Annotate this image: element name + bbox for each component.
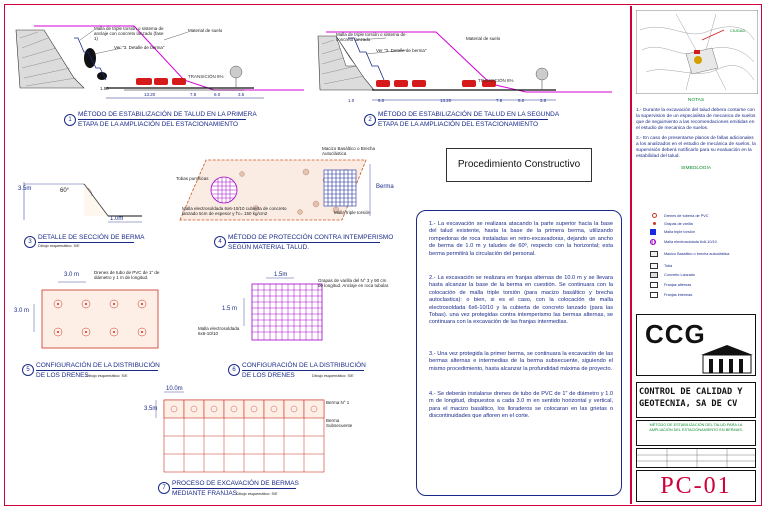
legend-label-toba: Toba bbox=[664, 264, 673, 268]
s2-label-transition: TRANSICIÓN 8% bbox=[478, 78, 514, 83]
s1-dim-e: 3.5 bbox=[238, 92, 245, 97]
drains5-dim-side: 3.0 m bbox=[14, 308, 30, 314]
s2-dim-b: 6.0 bbox=[378, 98, 385, 103]
caption-1-line1: MÉTODO DE ESTABILIZACIÓN DE TALUD EN LA PRIMERA bbox=[78, 111, 257, 118]
legend-item-electro bbox=[664, 240, 717, 244]
company-name bbox=[636, 382, 756, 418]
protection-label-tobas: Tobas pumíticas bbox=[176, 176, 209, 181]
title-block-grid bbox=[636, 448, 756, 468]
procedure-note-1 bbox=[429, 221, 613, 258]
drains-5-drawing bbox=[28, 270, 168, 352]
company-name-line2: GEOTECNIA, SA DE CV bbox=[639, 399, 738, 409]
caption-6-scale: Dibujo esquemático: S/E bbox=[312, 374, 354, 378]
grapa-icon bbox=[653, 222, 656, 225]
drains5-label: Drenes de tubo de PVC de 1" de diámetro y 1 m de longitud. bbox=[94, 270, 160, 280]
caption-2-line2: ETAPA DE LA AMPLIACIÓN DEL ESTACIONAMIENTO bbox=[378, 121, 539, 128]
s2-dim-c: 13.20 bbox=[440, 98, 452, 103]
right-note-2-num: 2.- bbox=[636, 136, 642, 141]
right-note-1-num: 1.- bbox=[636, 108, 642, 113]
caption-5-number: 5 bbox=[22, 364, 34, 376]
procedure-note-3 bbox=[429, 351, 613, 373]
excavation-dim-side: 3.5m bbox=[144, 406, 158, 412]
procedure-note-4-num: 4.- bbox=[429, 391, 436, 397]
protection-label-mesh: Malla electrosoldada 6x6-10/10 cubierta de concreto lanzado 5cm de espesor y f'c= 150 kg/cm2 bbox=[182, 206, 287, 216]
caption-1-number: 1 bbox=[64, 114, 76, 126]
caption-4-number: 4 bbox=[214, 236, 226, 248]
drains6-label-right: Grapas de varilla del N° 3 y 90 cm de longitud. Anclaje en roca tubular. bbox=[318, 278, 390, 288]
title-block-cells bbox=[637, 449, 755, 467]
protection-label-triple: Malla triple torsión bbox=[334, 210, 371, 215]
protection-label-basalt: Macizo Basáltico o Brecha Autoclástica bbox=[322, 146, 376, 156]
legend-item-toba bbox=[664, 264, 672, 268]
toba-icon bbox=[650, 263, 658, 269]
procedure-note-1-num: 1.- bbox=[429, 221, 436, 227]
project-description: MÉTODO DE ESTABILIZACIÓN DEL TALUD PARA LA AMPLIACIÓN DEL ESTACIONAMIENTO EN BERMAS. bbox=[636, 420, 756, 446]
legend-item-intermas bbox=[664, 293, 692, 297]
excavation-label-b: Berma Subsecuente bbox=[326, 418, 353, 428]
legend-item-basalt bbox=[664, 252, 754, 256]
berm-angle: 60° bbox=[60, 188, 70, 194]
protection-drawing bbox=[176, 150, 376, 232]
caption-3-line1: DETALLE DE SECCIÓN DE BERMA bbox=[38, 234, 145, 241]
procedure-note-2 bbox=[429, 275, 613, 327]
procedure-note-3-num: 3.- bbox=[429, 351, 436, 357]
caption-3-scale: Dibujo esquemático: S/E bbox=[38, 244, 80, 248]
procedure-note-4-text: Se deberán instalarse drenes de tubo de PVC de 1" de diámetro y 1.0 m de longitud, dispuestos a cada 3.0 m en sentido horizontal y vertical, para el macizo basáltico, los lloraderos se colocaran en las grietas o discontinuidades que afloren en el corte. bbox=[429, 391, 614, 420]
drains5-dim-top: 3.0 m bbox=[64, 272, 80, 278]
legend-label-electro: Malla electrosoldada 6x6-10/10 bbox=[664, 240, 717, 244]
caption-7-line2: MEDIANTE FRANJAS. bbox=[172, 490, 239, 497]
caption-2-underline bbox=[378, 119, 548, 120]
s1-dim-c: 7.8 bbox=[190, 92, 197, 97]
legend-item-alternas bbox=[664, 283, 691, 287]
procedure-title: Procedimiento Constructivo bbox=[446, 148, 592, 182]
drains6-label-left: Malla electrosoldada 6x6-10/10 bbox=[198, 326, 240, 336]
procedure-note-2-num: 2.- bbox=[429, 275, 436, 281]
basalt-icon bbox=[650, 251, 658, 257]
excavation-dim-top: 10.0m bbox=[166, 386, 183, 392]
caption-5-line1: CONFIGURACIÓN DE LA DISTRIBUCIÓN bbox=[36, 362, 160, 369]
caption-4-line1: MÉTODO DE PROTECCIÓN CONTRA INTEMPERISMO bbox=[228, 234, 394, 241]
s2-dim-f: 3.5 bbox=[540, 98, 547, 103]
company-logo-box bbox=[636, 314, 756, 376]
protection-berm-label: Berma bbox=[376, 184, 394, 190]
legend-item-concrete bbox=[664, 273, 695, 277]
s1-label-transition: TRANSICIÓN 8% bbox=[188, 74, 224, 79]
title-block-separator bbox=[630, 6, 632, 504]
caption-7-underline bbox=[172, 488, 296, 489]
building-icon bbox=[699, 343, 755, 375]
notes-title: NOTAS bbox=[687, 98, 705, 103]
s1-dim-b: 13.20 bbox=[144, 92, 156, 97]
legend-label-pvc: Drenes de tubería de PVC bbox=[664, 214, 709, 218]
berm-dim-width: 1.0m bbox=[110, 216, 124, 222]
concrete-icon bbox=[650, 272, 658, 278]
legend-item-triple bbox=[664, 230, 695, 234]
company-name-line1: CONTROL DE CALIDAD Y bbox=[639, 387, 743, 397]
sheet-code: PC-01 bbox=[636, 470, 756, 502]
triple-mesh-icon bbox=[650, 229, 656, 235]
s2-label-berm-ref: Ver "3. Detalle de berma" bbox=[376, 48, 427, 53]
caption-1-line2: ETAPA DE LA AMPLIACIÓN DEL ESTACIONAMIENTO bbox=[78, 121, 239, 128]
s2-dim-a: 1.0 bbox=[348, 98, 355, 103]
alternate-strip-icon bbox=[650, 282, 658, 288]
caption-2-line1: MÉTODO DE ESTABILIZACIÓN DE TALUD EN LA SEGUNDA bbox=[378, 111, 560, 118]
caption-6-line2: DE LOS DRENES bbox=[242, 372, 295, 379]
caption-4-line2: SEGÚN MATERIAL TALUD. bbox=[228, 244, 310, 251]
right-note-1 bbox=[636, 108, 756, 132]
right-note-2 bbox=[636, 136, 756, 160]
legend-label-basalt: Macizo Basáltico o brecha autoclástica bbox=[664, 252, 730, 256]
caption-4-underline bbox=[228, 242, 380, 243]
procedure-notes-box bbox=[416, 210, 622, 496]
procedure-note-4 bbox=[429, 391, 613, 421]
s1-label-mesh: Malla de triple torsión o sistema de anclaje con concreto lanzado (fase 1) bbox=[94, 26, 164, 41]
excavation-label-a: Berma N° 1 bbox=[326, 400, 350, 405]
electro-mesh-icon bbox=[650, 239, 656, 245]
caption-5-underline bbox=[36, 370, 158, 371]
caption-7-number: 7 bbox=[158, 482, 170, 494]
caption-5-scale: Dibujo esquemático: S/E bbox=[86, 374, 128, 378]
legend-label-alternas: Franjas alternas bbox=[664, 283, 692, 287]
caption-3-underline bbox=[38, 242, 134, 243]
s2-label-soil: Material de suelo bbox=[466, 36, 501, 41]
caption-2-number: 2 bbox=[364, 114, 376, 126]
caption-7-line1: PROCESO DE EXCAVACIÓN DE BERMAS bbox=[172, 480, 299, 487]
right-note-1-text: Durante la excavación del talud debera contarse con la supervision de un especialista de mecanica de suelos que de seguimiento a las recomendaciones emitidas en el estudio de mecanica de suelos. bbox=[636, 108, 756, 131]
drains6-dim-top: 1.5m bbox=[274, 272, 288, 278]
legend-label-concrete: Concreto Lanzado bbox=[664, 273, 696, 277]
caption-5-line2: DE LOS DRENES bbox=[36, 372, 89, 379]
caption-3-number: 3 bbox=[24, 236, 36, 248]
s2-label-mesh: Malla de triple torsión o sistema de concreto lanzado bbox=[336, 32, 406, 42]
right-note-2-text: En caso de presentarse planos de fallas adicionales a los analizados en el estudio de mecánica de suelos, la supervisión deberá notificarlo para su evaluación en la estabilidad del talud. bbox=[636, 136, 756, 159]
legend-item-pvc bbox=[664, 214, 709, 218]
s1-dim-d: 6.0 bbox=[214, 92, 221, 97]
legend-label-triple: Malla triple torsión bbox=[664, 230, 695, 234]
legend-label-grapas: Grapas de varilla bbox=[664, 222, 693, 226]
drains-6-drawing bbox=[232, 272, 332, 344]
caption-6-number: 6 bbox=[228, 364, 240, 376]
map-label: CIUDAD bbox=[730, 28, 746, 33]
s1-label-berm-ref: Ver "3. Detalle de berma" bbox=[114, 45, 165, 50]
procedure-note-2-text: La excavación se realizara en franjas alternas de 10.0 m y se llevara hasta alcanzar la base de la berma en cuestión. Se continuara con la colocación de malla triple torsión (para macizo basáltico y brecha autoclastica): o bien, si es el caso, con la colocación de malla electrosoldada 6x6-10/10 y la cubierta de concreto lanzado (para las Tobas). una vez protegidas contra intemperismo las bermas alternas, se continuara con la excavación de las franjas intermedias. bbox=[429, 275, 613, 326]
legend-title: SIMBOLOGÍA bbox=[680, 166, 712, 171]
caption-1-underline bbox=[78, 119, 246, 120]
caption-6-line1: CONFIGURACIÓN DE LA DISTRIBUCIÓN bbox=[242, 362, 366, 369]
legend-label-intermas: Franjas intermas bbox=[664, 293, 693, 297]
location-map bbox=[636, 10, 758, 94]
pvc-drain-icon bbox=[652, 213, 657, 218]
s2-dim-d: 7.8 bbox=[496, 98, 503, 103]
caption-6-underline bbox=[242, 370, 364, 371]
intermediate-strip-icon bbox=[650, 292, 658, 298]
berm-detail-drawing bbox=[14, 176, 144, 226]
procedure-note-3-text: Una vez protegida la primer berma, se continuara la excavación de las bermas alternas e intermedias de la berma subsecuente, siguiendo el mismo procedimiento, hasta alcanzar la profundidad máxima de proyecto. bbox=[429, 351, 613, 372]
s1-dim-a: 1.50 bbox=[100, 86, 109, 91]
berm-dim-height: 3.5m bbox=[18, 186, 32, 192]
caption-7-scale: Dibujo esquemático: S/E bbox=[236, 492, 278, 496]
s2-dim-e: 6.0 bbox=[518, 98, 525, 103]
procedure-note-1-text: La excavación se realizara atacando la parte superior hacia la base del talud existente, hasta la base de la primera berma, utilizando rompedoras de roca instaladas en retro-excavadoras, dejando un ancho de berma de 1.0 m y taludes de 60º, respecto con la horizontal; esta berma permitirá la circulación del personal. bbox=[429, 221, 613, 257]
excavation-drawing bbox=[148, 386, 344, 478]
s1-label-soil: Material de suelo bbox=[188, 28, 223, 33]
company-logo: CCG bbox=[645, 319, 706, 349]
drains6-dim-side: 1.5 m bbox=[222, 306, 238, 312]
legend-item-grapas bbox=[664, 222, 693, 226]
